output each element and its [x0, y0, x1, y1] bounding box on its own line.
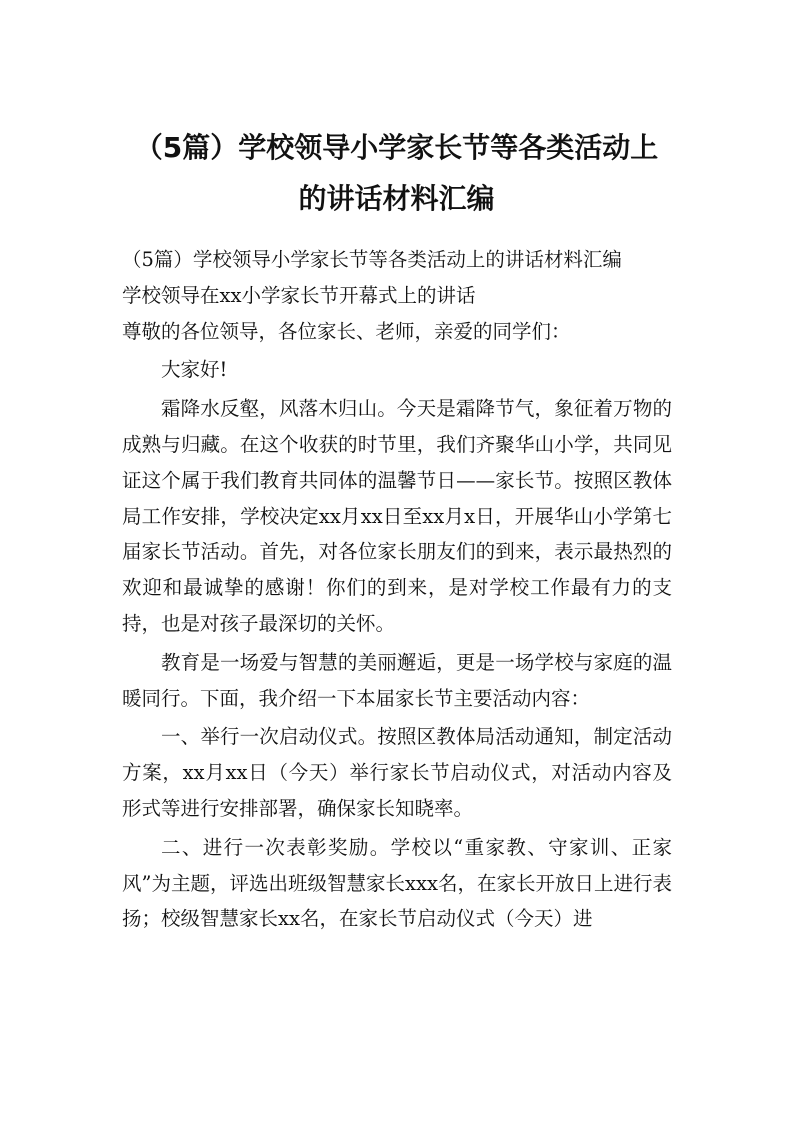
speech-heading: 学校领导在xx小学家长节开幕式上的讲话 — [122, 283, 476, 307]
body-paragraph: 一、举行一次启动仪式。按照区教体局活动通知，制定活动方案，xx月xx日（今天）举行家长节启动仪式，对活动内容及形式等进行安排部署，确保家长知晓率。 — [122, 725, 672, 820]
body-paragraph: 教育是一场爱与智慧的美丽邂逅，更是一场学校与家庭的温暖同行。下面，我介绍一下本届家长节主要活动内容： — [122, 650, 672, 710]
body-paragraph: 霜降水反壑，风落木归山。今天是霜降节气，象征着万物的成熟与归藏。在这个收获的时节里，我们齐聚华山小学，共同见证这个属于我们教育共同体的温馨节日——家长节。按照区教体局工作安排，学校决定xx月xx日至xx月x日，开展华山小学第七届家长节活动。首先，对各位家长朋友们的到来，表示最热烈的欢迎和最诚挚的感谢！你们的到来，是对学校工作最有力的支持，也是对孩子最深切的关怀。 — [122, 397, 672, 635]
body-paragraph: 二、进行一次表彰奖励。学校以“重家教、守家训、正家风”为主题，评选出班级智慧家长xxx名，在家长开放日上进行表扬；校级智慧家长xx名，在家长节启动仪式（今天）进 — [122, 835, 672, 931]
document-title — [100, 122, 693, 224]
document-body — [122, 242, 672, 937]
greeting: 大家好! — [161, 358, 228, 382]
subtitle-paragraph: （5篇）学校领导小学家长节等各类活动上的讲话材料汇编 — [122, 248, 622, 271]
title-line-1: （5篇）学校领导小学家长节等各类活动上 — [134, 131, 659, 164]
salutation: 尊敬的各位领导，各位家长、老师，亲爱的同学们： — [122, 319, 571, 343]
title-line-2: 的讲话材料汇编 — [298, 182, 495, 215]
